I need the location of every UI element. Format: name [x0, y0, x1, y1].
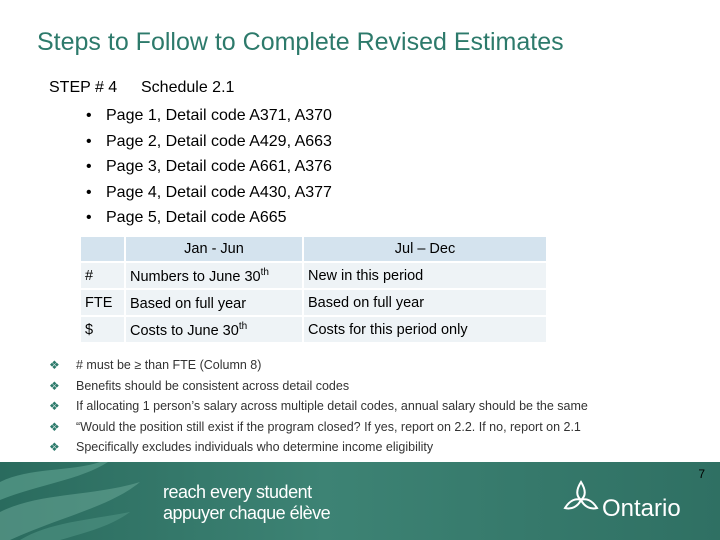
bullet-icon: • — [86, 209, 92, 226]
leaf-swoosh-icon — [0, 462, 160, 540]
footer-banner — [0, 462, 720, 540]
ontario-logo-text: Ontario — [602, 495, 681, 522]
list-item: • Page 1, Detail code A371, A370 — [86, 103, 332, 129]
jul-dec-cell: Based on full year — [304, 290, 546, 315]
list-item: ❖ # must be ≥ than FTE (Column 8) — [49, 355, 588, 376]
trillium-icon — [562, 480, 600, 514]
jan-jun-cell: Numbers to June 30th — [126, 263, 302, 288]
bullet-icon: • — [86, 183, 92, 201]
table-row — [81, 317, 546, 342]
list-item: • Page 2, Detail code A429, A663 — [86, 129, 332, 155]
table-row — [81, 263, 546, 288]
diamond-bullet-icon: ❖ — [49, 440, 60, 455]
table-header-jan-jun: Jan - Jun — [126, 237, 302, 261]
list-item: ❖ “Would the position still exist if the program closed? If yes, report on 2.2. If no, report on 2.1 — [49, 417, 588, 438]
diamond-bullet-icon: ❖ — [49, 378, 60, 393]
list-item: ❖ Specifically excludes individuals who determine income eligibility — [49, 437, 588, 458]
jul-dec-cell: New in this period — [304, 263, 546, 288]
bullet-icon: • — [86, 107, 92, 124]
diamond-bullet-icon: ❖ — [49, 419, 60, 434]
row-label: FTE — [81, 290, 124, 315]
list-item: • Page 5, Detail code A665 — [86, 205, 332, 231]
list-item: • Page 4, Detail code A430, A377 — [86, 180, 332, 206]
jan-jun-cell: Based on full year — [126, 290, 302, 315]
notes-list — [49, 355, 588, 458]
diamond-bullet-icon: ❖ — [49, 358, 60, 372]
page-number: 7 — [698, 467, 705, 481]
table-header-cell — [81, 237, 124, 261]
list-item: ❖ If allocating 1 person’s salary across multiple detail codes, annual salary should be the same — [49, 396, 588, 417]
table-header-jul-dec: Jul – Dec — [304, 237, 546, 261]
diamond-bullet-icon: ❖ — [49, 399, 60, 414]
row-label: # — [81, 263, 124, 288]
step-number: STEP # 4 — [49, 79, 118, 96]
list-item: • Page 3, Detail code A661, A376 — [86, 154, 332, 180]
row-label: $ — [81, 317, 124, 342]
slogan — [163, 482, 330, 524]
slide-title: Steps to Follow to Complete Revised Estimates — [37, 28, 564, 56]
jan-jun-cell: Costs to June 30th — [126, 317, 302, 342]
period-table — [79, 235, 548, 344]
step-heading — [49, 79, 234, 97]
bullet-icon: • — [86, 132, 92, 150]
slogan-english: reach every student — [163, 482, 312, 502]
bullet-icon: • — [86, 158, 92, 175]
list-item: ❖ Benefits should be consistent across detail codes — [49, 376, 588, 397]
table-header-row — [81, 237, 546, 261]
page-list — [86, 103, 332, 231]
jul-dec-cell: Costs for this period only — [304, 317, 546, 342]
slogan-french: appuyer chaque élève — [163, 503, 331, 523]
table-row — [81, 290, 546, 315]
step-label: Schedule 2.1 — [141, 79, 235, 96]
